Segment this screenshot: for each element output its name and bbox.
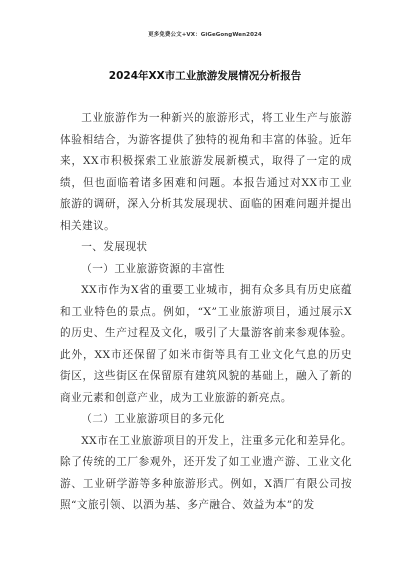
subsection-heading-resources: （一）工业旅游资源的丰富性 [81,262,225,275]
diversification-paragraph: XX市在工业旅游项目的开发上，注重多元化和差异化。除了传统的工厂参观外，还开发了如工业遗产游、工业文化游、工业研学游等多种旅游形式。例如，X酒厂有限公司按照“文旅引领、以酒为基、多产融合、效益为本”的发 [60,434,352,511]
intro-paragraph: 工业旅游作为一种新兴的旅游形式，将工业生产与旅游体验相结合，为游客提供了独特的视角和丰富的体验。近年来，XX市积极探索工业旅游发展新模式，取得了一定的成绩，但也面临着诸多困难和问题。本报告通过对XX市工业旅游的调研，深入分析其发展现状、面临的困难问题并提出相关建议。 [60,112,352,232]
subsection-heading-diversification: （二）工业旅游项目的多元化 [81,413,225,425]
section-heading-development-status: 一、发展现状 [81,241,148,253]
page-title: 2024年XX市工业旅游发展情况分析报告 [108,70,302,82]
header-note: 更多免费公文+VX：GiGeGongWen2024 [148,32,262,38]
resources-paragraph: XX市作为X省的重要工业城市，拥有众多具有历史底蕴和工业特色的景点。例如，“X”工业旅游项目，通过展示X的历史、生产过程及文化，吸引了大量游客前来参观体验。此外，XX市还保留了如米市街等具有工业文化气息的历史街区，这些街区在保留原有建筑风貌的基础上，融入了新的商业元素和创意产业，成为工业旅游的新亮点。 [60,284,352,404]
document-body [60,108,352,517]
